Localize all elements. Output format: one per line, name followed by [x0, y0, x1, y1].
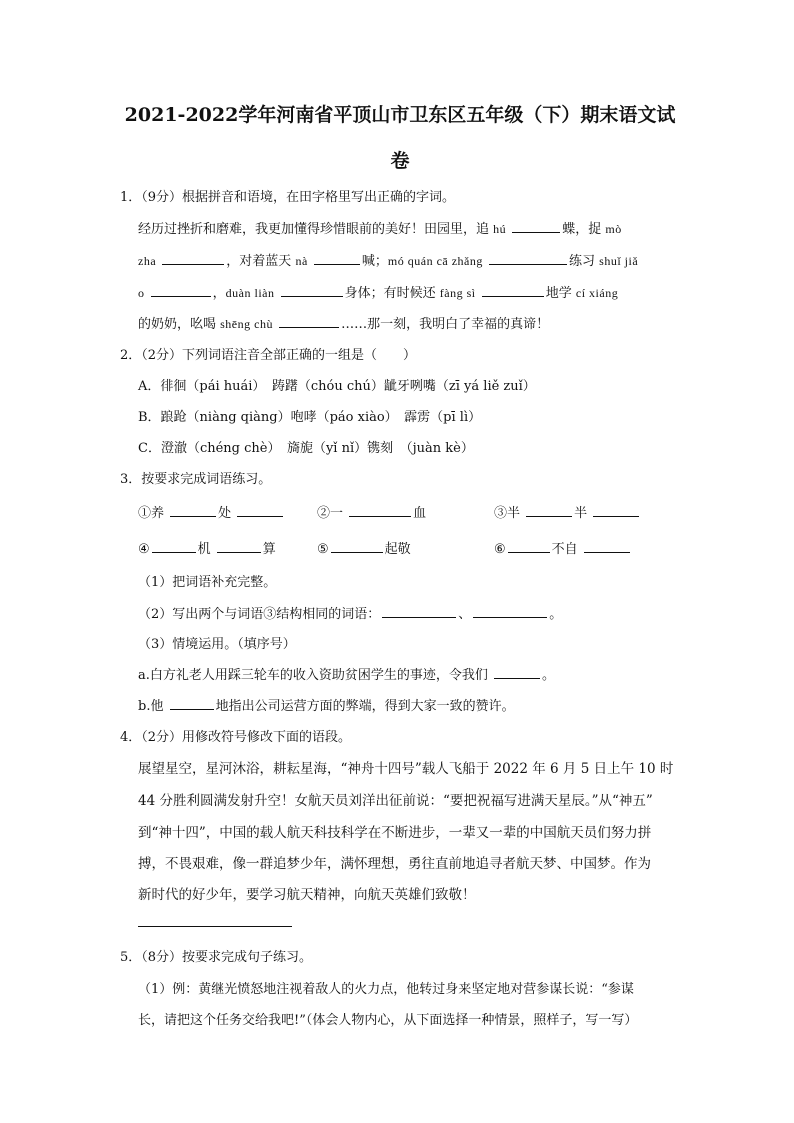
q1-text: 喊； [361, 254, 388, 269]
q4-answer-line[interactable] [138, 926, 292, 927]
q3-blank[interactable] [152, 539, 196, 553]
q1-pinyin: zha [138, 254, 157, 268]
q1-blank[interactable] [512, 219, 560, 233]
q3-blank[interactable] [170, 503, 216, 517]
q1-header: 1．（9分）根据拼音和语境，在田字格里写出正确的字词。 [120, 190, 456, 205]
q2-option-b[interactable]: B．踉跄（niàng qiàng）咆哮（páo xiào） 霹雳（pī lì） [138, 410, 482, 425]
q3-text: （2）写出两个与词语③结构相同的词语： [138, 607, 381, 622]
q3-text: ④ [138, 542, 150, 557]
q1-line2 [138, 250, 638, 269]
q3-text: b.他 [138, 699, 168, 714]
q3-text: 机 [197, 542, 215, 557]
q1-pinyin: o [138, 286, 145, 300]
q3-text: 、 [458, 607, 472, 622]
q3-blank[interactable] [473, 604, 547, 618]
q4-para-line: 44 分胜利圆满发射升空！女航天员刘洋出征前说：“要把祝福写进满天星辰。”从“神五” [138, 793, 653, 809]
exam-title-line2: 卷 [390, 150, 410, 172]
q1-blank[interactable] [482, 283, 544, 297]
q3-sub-1: （1）把词语补充完整。 [138, 575, 277, 590]
q3-text: 血 [413, 506, 427, 521]
q3-blank[interactable] [382, 604, 456, 618]
q1-blank[interactable] [279, 314, 339, 328]
q3-text: 半 [574, 506, 592, 521]
q3-text: 起敬 [384, 542, 411, 557]
q3-item-2 [317, 502, 426, 521]
q1-text: 经历过挫折和磨难，我更加懂得珍惜眼前的美好！田园里，追 [138, 222, 494, 237]
q3-sub-3: （3）情境运用。（填序号） [138, 637, 296, 652]
q3-blank[interactable] [584, 539, 630, 553]
q3-blank[interactable] [217, 539, 261, 553]
q3-item-3 [494, 502, 641, 521]
q3-blank[interactable] [494, 665, 540, 679]
q3-sub-2 [138, 603, 562, 622]
q1-text: 练习 [569, 254, 600, 269]
q3-text: 。 [542, 668, 556, 683]
q3-item-6 [494, 538, 632, 557]
q3-text: ⑤ [317, 542, 329, 557]
q3-blank[interactable] [526, 503, 572, 517]
q1-pinyin: hú [493, 222, 507, 236]
q3-text: ②一 [317, 506, 348, 521]
q3-text: 处 [218, 506, 236, 521]
q3-text: 。 [549, 607, 563, 622]
q1-pinyin: shēng chù [220, 317, 273, 331]
q3-text: 不自 [551, 542, 582, 557]
q1-pinyin: nà [295, 254, 308, 268]
q1-text: ，对着蓝天 [226, 254, 296, 269]
q4-para-line: 到“神十四”，中国的载人航天科技科学在不断进步，一辈又一辈的中国航天员们努力拼 [138, 825, 652, 841]
q5-line: （1）例：黄继光愤怒地注视着敌人的火力点，他转过身来坚定地对营参谋长说：“参谋 [138, 982, 634, 997]
q2-option-a[interactable]: A．徘徊（pái huái） 踌躇（chóu chú）龇牙咧嘴（zī yá liě zuǐ） [138, 379, 536, 394]
q4-para-line: 新时代的好少年，要学习航天精神，向航天英雄们致敬！ [138, 887, 476, 903]
q3-sub-3b [138, 695, 515, 714]
q1-text: 身体；有时候还 [344, 286, 440, 301]
q5-line: 长，请把这个任务交给我吧!”（体会人物内心，从下面选择一种情景，照样子，写一写） [138, 1013, 638, 1028]
exam-title-line1: 2021-2022学年河南省平顶山市卫东区五年级（下）期末语文试 [124, 104, 676, 126]
q1-pinyin: fàng sì [439, 286, 476, 300]
q3-text: 算 [262, 542, 276, 557]
q1-pinyin: shuǐ jiǎ [599, 254, 639, 268]
q3-item-1 [138, 502, 285, 521]
q3-text: a.白方礼老人用踩三轮车的收入资助贫困学生的事迹，令我们 [138, 668, 493, 683]
q3-blank[interactable] [331, 539, 383, 553]
q2-option-c[interactable]: C．澄澈（chéng chè） 旖旎（yǐ nǐ）镌刻 （juàn kè） [138, 441, 474, 456]
q1-blank[interactable] [314, 251, 360, 265]
q1-blank[interactable] [489, 251, 567, 265]
q1-text: ， [212, 286, 226, 301]
q3-blank[interactable] [349, 503, 411, 517]
q3-text: ①养 [138, 506, 169, 521]
q3-text: 地指出公司运营方面的弊端，得到大家一致的赞许。 [215, 699, 515, 714]
q4-header: 4．（2分）用修改符号修改下面的语段。 [120, 730, 352, 745]
q1-blank[interactable] [162, 251, 224, 265]
q1-pinyin: mò [605, 222, 622, 236]
q3-text: ③半 [494, 506, 525, 521]
q3-sub-3a [138, 664, 555, 683]
q3-blank[interactable] [593, 503, 639, 517]
q1-text: 的奶奶，吆喝 [138, 317, 221, 332]
q1-text: 蝶，捉 [562, 222, 606, 237]
q3-header: 3．按要求完成词语练习。 [120, 472, 272, 487]
q2-header: 2．（2分）下列词语注音全部正确的一组是（ ） [120, 348, 417, 363]
q4-para-line: 展望星空，星河沐浴，耕耘星海，“神舟十四号”载人飞船于 2022 年 6 月 5 日上午 10 时 [138, 761, 674, 777]
q3-blank[interactable] [170, 696, 214, 710]
q1-blank[interactable] [281, 283, 343, 297]
q1-line3 [138, 282, 618, 301]
q4-para-line: 搏，不畏艰难，像一群追梦少年，满怀理想，勇往直前地追寻者航天梦、中国梦。作为 [138, 856, 651, 872]
q3-text: ⑥ [494, 542, 506, 557]
q1-blank[interactable] [151, 283, 211, 297]
q1-line4 [138, 313, 549, 332]
q1-text: ……那一刻，我明白了幸福的真谛！ [341, 317, 550, 332]
q3-item-4 [138, 538, 276, 557]
q5-header: 5．（8分）按要求完成句子练习。 [120, 950, 313, 965]
q1-pinyin: mó quán cā zhǎng [387, 254, 483, 268]
q3-blank[interactable] [508, 539, 550, 553]
q1-text: 地学 [545, 286, 576, 301]
q1-pinyin: cí xiáng [575, 286, 619, 300]
q1-line1 [138, 218, 622, 237]
q3-blank[interactable] [237, 503, 283, 517]
q1-pinyin: duàn liàn [225, 286, 275, 300]
q3-item-5 [317, 538, 411, 557]
